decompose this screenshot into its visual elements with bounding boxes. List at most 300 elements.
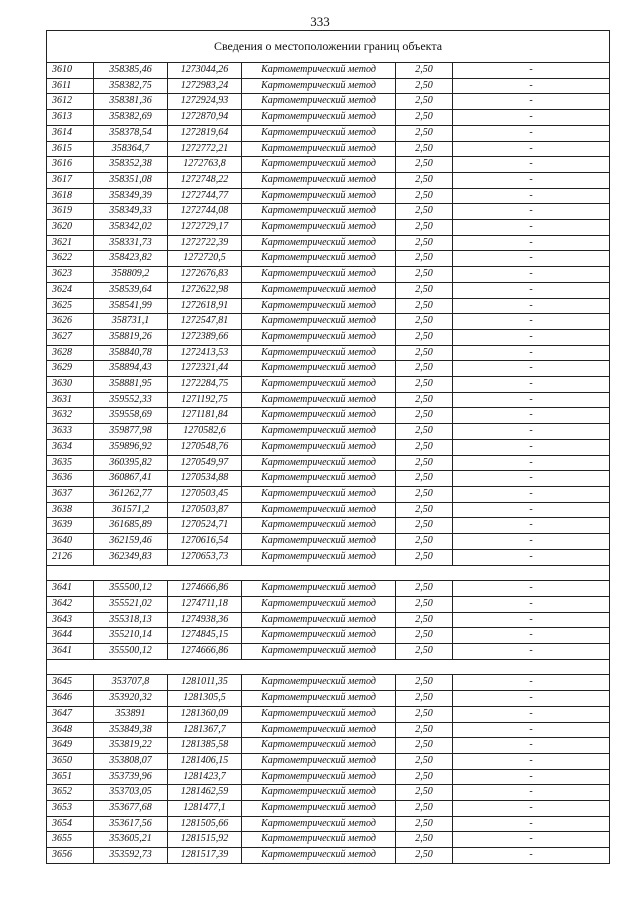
x-coordinate-cell: 358342,02 — [94, 220, 168, 236]
y-coordinate-cell: 1272744,08 — [168, 204, 242, 220]
table-row — [47, 220, 610, 236]
accuracy-cell: 2,50 — [396, 753, 453, 769]
table-row — [47, 329, 610, 345]
table-row — [47, 706, 610, 722]
description-cell: - — [453, 282, 610, 298]
y-coordinate-cell: 1281517,39 — [168, 848, 242, 864]
point-number-cell: 3642 — [47, 596, 94, 612]
table-row — [47, 518, 610, 534]
accuracy-cell: 2,50 — [396, 345, 453, 361]
point-number-cell: 3610 — [47, 63, 94, 79]
table-row — [47, 392, 610, 408]
y-coordinate-cell: 1281385,58 — [168, 738, 242, 754]
table-row — [47, 282, 610, 298]
x-coordinate-cell: 353677,68 — [94, 801, 168, 817]
accuracy-cell: 2,50 — [396, 628, 453, 644]
method-cell: Картометрический метод — [242, 392, 396, 408]
separator-cell — [47, 565, 610, 581]
table-row — [47, 345, 610, 361]
description-cell: - — [453, 439, 610, 455]
point-number-cell: 3620 — [47, 220, 94, 236]
y-coordinate-cell: 1272676,83 — [168, 267, 242, 283]
x-coordinate-cell: 353739,96 — [94, 769, 168, 785]
table-row — [47, 581, 610, 597]
method-cell: Картометрический метод — [242, 157, 396, 173]
accuracy-cell: 2,50 — [396, 220, 453, 236]
accuracy-cell: 2,50 — [396, 471, 453, 487]
table-title: Сведения о местоположении границ объекта — [47, 31, 610, 63]
description-cell: - — [453, 832, 610, 848]
x-coordinate-cell: 358351,08 — [94, 172, 168, 188]
table-row — [47, 361, 610, 377]
y-coordinate-cell: 1281367,7 — [168, 722, 242, 738]
accuracy-cell: 2,50 — [396, 94, 453, 110]
accuracy-cell: 2,50 — [396, 298, 453, 314]
point-number-cell: 3649 — [47, 738, 94, 754]
x-coordinate-cell: 358385,46 — [94, 63, 168, 79]
table-row — [47, 596, 610, 612]
method-cell: Картометрический метод — [242, 675, 396, 691]
method-cell: Картометрический метод — [242, 298, 396, 314]
point-number-cell: 3651 — [47, 769, 94, 785]
y-coordinate-cell: 1272729,17 — [168, 220, 242, 236]
accuracy-cell: 2,50 — [396, 706, 453, 722]
x-coordinate-cell: 360395,82 — [94, 455, 168, 471]
table-row — [47, 549, 610, 565]
method-cell: Картометрический метод — [242, 408, 396, 424]
method-cell: Картометрический метод — [242, 424, 396, 440]
x-coordinate-cell: 353605,21 — [94, 832, 168, 848]
description-cell: - — [453, 172, 610, 188]
method-cell: Картометрический метод — [242, 738, 396, 754]
accuracy-cell: 2,50 — [396, 377, 453, 393]
x-coordinate-cell: 353707,8 — [94, 675, 168, 691]
accuracy-cell: 2,50 — [396, 267, 453, 283]
y-coordinate-cell: 1271181,84 — [168, 408, 242, 424]
method-cell: Картометрический метод — [242, 251, 396, 267]
table-row — [47, 722, 610, 738]
point-number-cell: 3640 — [47, 534, 94, 550]
description-cell: - — [453, 753, 610, 769]
section-separator-row — [47, 659, 610, 675]
method-cell: Картометрический метод — [242, 63, 396, 79]
x-coordinate-cell: 353592,73 — [94, 848, 168, 864]
x-coordinate-cell: 358352,38 — [94, 157, 168, 173]
y-coordinate-cell: 1272819,64 — [168, 125, 242, 141]
accuracy-cell: 2,50 — [396, 172, 453, 188]
method-cell: Картометрический метод — [242, 612, 396, 628]
description-cell: - — [453, 361, 610, 377]
point-number-cell: 3622 — [47, 251, 94, 267]
y-coordinate-cell: 1270524,71 — [168, 518, 242, 534]
point-number-cell: 3631 — [47, 392, 94, 408]
description-cell: - — [453, 392, 610, 408]
table-row — [47, 78, 610, 94]
method-cell: Картометрический метод — [242, 439, 396, 455]
point-number-cell: 3647 — [47, 706, 94, 722]
accuracy-cell: 2,50 — [396, 314, 453, 330]
y-coordinate-cell: 1271192,75 — [168, 392, 242, 408]
table-row — [47, 612, 610, 628]
description-cell: - — [453, 110, 610, 126]
method-cell: Картометрический метод — [242, 581, 396, 597]
x-coordinate-cell: 358331,73 — [94, 235, 168, 251]
table-row — [47, 471, 610, 487]
table-row — [47, 110, 610, 126]
x-coordinate-cell: 358349,33 — [94, 204, 168, 220]
point-number-cell: 3613 — [47, 110, 94, 126]
accuracy-cell: 2,50 — [396, 832, 453, 848]
x-coordinate-cell: 355500,12 — [94, 581, 168, 597]
x-coordinate-cell: 353808,07 — [94, 753, 168, 769]
accuracy-cell: 2,50 — [396, 424, 453, 440]
y-coordinate-cell: 1274938,36 — [168, 612, 242, 628]
y-coordinate-cell: 1272983,24 — [168, 78, 242, 94]
method-cell: Картометрический метод — [242, 549, 396, 565]
description-cell: - — [453, 251, 610, 267]
accuracy-cell: 2,50 — [396, 251, 453, 267]
table-row — [47, 816, 610, 832]
table-row — [47, 188, 610, 204]
y-coordinate-cell: 1272763,8 — [168, 157, 242, 173]
method-cell: Картометрический метод — [242, 235, 396, 251]
x-coordinate-cell: 358541,99 — [94, 298, 168, 314]
method-cell: Картометрический метод — [242, 644, 396, 660]
y-coordinate-cell: 1272618,91 — [168, 298, 242, 314]
point-number-cell: 3630 — [47, 377, 94, 393]
method-cell: Картометрический метод — [242, 769, 396, 785]
description-cell: - — [453, 848, 610, 864]
description-cell: - — [453, 816, 610, 832]
table-row — [47, 377, 610, 393]
point-number-cell: 3641 — [47, 581, 94, 597]
point-number-cell: 3635 — [47, 455, 94, 471]
accuracy-cell: 2,50 — [396, 78, 453, 94]
point-number-cell: 3648 — [47, 722, 94, 738]
point-number-cell: 3634 — [47, 439, 94, 455]
x-coordinate-cell: 358423,82 — [94, 251, 168, 267]
point-number-cell: 3639 — [47, 518, 94, 534]
method-cell: Картометрический метод — [242, 502, 396, 518]
x-coordinate-cell: 353849,38 — [94, 722, 168, 738]
table-row — [47, 502, 610, 518]
method-cell: Картометрический метод — [242, 848, 396, 864]
x-coordinate-cell: 361571,2 — [94, 502, 168, 518]
table-row — [47, 267, 610, 283]
description-cell: - — [453, 581, 610, 597]
description-cell: - — [453, 220, 610, 236]
point-number-cell: 3629 — [47, 361, 94, 377]
accuracy-cell: 2,50 — [396, 141, 453, 157]
accuracy-cell: 2,50 — [396, 392, 453, 408]
description-cell: - — [453, 298, 610, 314]
description-cell: - — [453, 549, 610, 565]
description-cell: - — [453, 471, 610, 487]
y-coordinate-cell: 1274666,86 — [168, 644, 242, 660]
y-coordinate-cell: 1272924,93 — [168, 94, 242, 110]
point-number-cell: 3624 — [47, 282, 94, 298]
accuracy-cell: 2,50 — [396, 785, 453, 801]
x-coordinate-cell: 353703,05 — [94, 785, 168, 801]
accuracy-cell: 2,50 — [396, 644, 453, 660]
method-cell: Картометрический метод — [242, 188, 396, 204]
description-cell: - — [453, 518, 610, 534]
x-coordinate-cell: 358819,26 — [94, 329, 168, 345]
accuracy-cell: 2,50 — [396, 691, 453, 707]
point-number-cell: 3611 — [47, 78, 94, 94]
accuracy-cell: 2,50 — [396, 188, 453, 204]
accuracy-cell: 2,50 — [396, 769, 453, 785]
point-number-cell: 3637 — [47, 486, 94, 502]
accuracy-cell: 2,50 — [396, 125, 453, 141]
y-coordinate-cell: 1281515,92 — [168, 832, 242, 848]
description-cell: - — [453, 424, 610, 440]
method-cell: Картометрический метод — [242, 691, 396, 707]
y-coordinate-cell: 1270534,88 — [168, 471, 242, 487]
table-row — [47, 486, 610, 502]
y-coordinate-cell: 1281360,09 — [168, 706, 242, 722]
y-coordinate-cell: 1272547,81 — [168, 314, 242, 330]
method-cell: Картометрический метод — [242, 832, 396, 848]
description-cell: - — [453, 235, 610, 251]
x-coordinate-cell: 358840,78 — [94, 345, 168, 361]
y-coordinate-cell: 1281305,5 — [168, 691, 242, 707]
description-cell: - — [453, 78, 610, 94]
x-coordinate-cell: 355318,13 — [94, 612, 168, 628]
method-cell: Картометрический метод — [242, 172, 396, 188]
point-number-cell: 3625 — [47, 298, 94, 314]
y-coordinate-cell: 1281423,7 — [168, 769, 242, 785]
method-cell: Картометрический метод — [242, 282, 396, 298]
table-row — [47, 455, 610, 471]
accuracy-cell: 2,50 — [396, 110, 453, 126]
y-coordinate-cell: 1270503,45 — [168, 486, 242, 502]
x-coordinate-cell: 355500,12 — [94, 644, 168, 660]
point-number-cell: 3654 — [47, 816, 94, 832]
method-cell: Картометрический метод — [242, 94, 396, 110]
table-row — [47, 314, 610, 330]
method-cell: Картометрический метод — [242, 801, 396, 817]
method-cell: Картометрический метод — [242, 204, 396, 220]
accuracy-cell: 2,50 — [396, 534, 453, 550]
point-number-cell: 3626 — [47, 314, 94, 330]
x-coordinate-cell: 361262,77 — [94, 486, 168, 502]
accuracy-cell: 2,50 — [396, 612, 453, 628]
x-coordinate-cell: 362349,83 — [94, 549, 168, 565]
y-coordinate-cell: 1281462,59 — [168, 785, 242, 801]
description-cell: - — [453, 141, 610, 157]
method-cell: Картометрический метод — [242, 377, 396, 393]
x-coordinate-cell: 353891 — [94, 706, 168, 722]
accuracy-cell: 2,50 — [396, 816, 453, 832]
y-coordinate-cell: 1273044,26 — [168, 63, 242, 79]
x-coordinate-cell: 358881,95 — [94, 377, 168, 393]
point-number-cell: 3646 — [47, 691, 94, 707]
accuracy-cell: 2,50 — [396, 235, 453, 251]
method-cell: Картометрический метод — [242, 753, 396, 769]
x-coordinate-cell: 358382,75 — [94, 78, 168, 94]
accuracy-cell: 2,50 — [396, 455, 453, 471]
table-row — [47, 251, 610, 267]
method-cell: Картометрический метод — [242, 125, 396, 141]
x-coordinate-cell: 355210,14 — [94, 628, 168, 644]
method-cell: Картометрический метод — [242, 220, 396, 236]
x-coordinate-cell: 358539,64 — [94, 282, 168, 298]
point-number-cell: 3638 — [47, 502, 94, 518]
point-number-cell: 3644 — [47, 628, 94, 644]
description-cell: - — [453, 706, 610, 722]
y-coordinate-cell: 1274666,86 — [168, 581, 242, 597]
table-row — [47, 753, 610, 769]
method-cell: Картометрический метод — [242, 486, 396, 502]
table-row — [47, 439, 610, 455]
accuracy-cell: 2,50 — [396, 408, 453, 424]
y-coordinate-cell: 1272413,53 — [168, 345, 242, 361]
method-cell: Картометрический метод — [242, 596, 396, 612]
accuracy-cell: 2,50 — [396, 581, 453, 597]
accuracy-cell: 2,50 — [396, 801, 453, 817]
y-coordinate-cell: 1272744,77 — [168, 188, 242, 204]
description-cell: - — [453, 329, 610, 345]
y-coordinate-cell: 1270503,87 — [168, 502, 242, 518]
y-coordinate-cell: 1270549,97 — [168, 455, 242, 471]
description-cell: - — [453, 188, 610, 204]
description-cell: - — [453, 267, 610, 283]
description-cell: - — [453, 628, 610, 644]
method-cell: Картометрический метод — [242, 534, 396, 550]
table-row — [47, 691, 610, 707]
method-cell: Картометрический метод — [242, 329, 396, 345]
y-coordinate-cell: 1270616,54 — [168, 534, 242, 550]
x-coordinate-cell: 358382,69 — [94, 110, 168, 126]
table-row — [47, 94, 610, 110]
method-cell: Картометрический метод — [242, 722, 396, 738]
y-coordinate-cell: 1270548,76 — [168, 439, 242, 455]
point-number-cell: 2126 — [47, 549, 94, 565]
method-cell: Картометрический метод — [242, 471, 396, 487]
y-coordinate-cell: 1272772,21 — [168, 141, 242, 157]
point-number-cell: 3633 — [47, 424, 94, 440]
accuracy-cell: 2,50 — [396, 204, 453, 220]
accuracy-cell: 2,50 — [396, 722, 453, 738]
point-number-cell: 3653 — [47, 801, 94, 817]
table-row — [47, 125, 610, 141]
separator-cell — [47, 659, 610, 675]
point-number-cell: 3655 — [47, 832, 94, 848]
table-row — [47, 63, 610, 79]
point-number-cell: 3636 — [47, 471, 94, 487]
point-number-cell: 3641 — [47, 644, 94, 660]
accuracy-cell: 2,50 — [396, 596, 453, 612]
description-cell: - — [453, 157, 610, 173]
y-coordinate-cell: 1272321,44 — [168, 361, 242, 377]
accuracy-cell: 2,50 — [396, 549, 453, 565]
description-cell: - — [453, 502, 610, 518]
table-row — [47, 848, 610, 864]
y-coordinate-cell: 1272870,94 — [168, 110, 242, 126]
x-coordinate-cell: 358731,1 — [94, 314, 168, 330]
x-coordinate-cell: 362159,46 — [94, 534, 168, 550]
table-row — [47, 801, 610, 817]
point-number-cell: 3614 — [47, 125, 94, 141]
point-number-cell: 3645 — [47, 675, 94, 691]
point-number-cell: 3643 — [47, 612, 94, 628]
y-coordinate-cell: 1272389,66 — [168, 329, 242, 345]
table-row — [47, 172, 610, 188]
description-cell: - — [453, 63, 610, 79]
method-cell: Картометрический метод — [242, 345, 396, 361]
method-cell: Картометрический метод — [242, 706, 396, 722]
y-coordinate-cell: 1274711,18 — [168, 596, 242, 612]
x-coordinate-cell: 359552,33 — [94, 392, 168, 408]
x-coordinate-cell: 359877,98 — [94, 424, 168, 440]
y-coordinate-cell: 1272284,75 — [168, 377, 242, 393]
y-coordinate-cell: 1281406,15 — [168, 753, 242, 769]
x-coordinate-cell: 358381,36 — [94, 94, 168, 110]
method-cell: Картометрический метод — [242, 141, 396, 157]
table-row — [47, 534, 610, 550]
point-number-cell: 3623 — [47, 267, 94, 283]
table-row — [47, 141, 610, 157]
description-cell: - — [453, 345, 610, 361]
table-row — [47, 675, 610, 691]
x-coordinate-cell: 360867,41 — [94, 471, 168, 487]
y-coordinate-cell: 1281505,66 — [168, 816, 242, 832]
description-cell: - — [453, 377, 610, 393]
y-coordinate-cell: 1272722,39 — [168, 235, 242, 251]
description-cell: - — [453, 691, 610, 707]
method-cell: Картометрический метод — [242, 361, 396, 377]
description-cell: - — [453, 534, 610, 550]
x-coordinate-cell: 353920,32 — [94, 691, 168, 707]
description-cell: - — [453, 486, 610, 502]
x-coordinate-cell: 359896,92 — [94, 439, 168, 455]
x-coordinate-cell: 358349,39 — [94, 188, 168, 204]
y-coordinate-cell: 1274845,15 — [168, 628, 242, 644]
point-number-cell: 3652 — [47, 785, 94, 801]
description-cell: - — [453, 785, 610, 801]
table-row — [47, 298, 610, 314]
point-number-cell: 3617 — [47, 172, 94, 188]
description-cell: - — [453, 612, 610, 628]
description-cell: - — [453, 769, 610, 785]
point-number-cell: 3632 — [47, 408, 94, 424]
description-cell: - — [453, 125, 610, 141]
method-cell: Картометрический метод — [242, 314, 396, 330]
table-row — [47, 832, 610, 848]
point-number-cell: 3650 — [47, 753, 94, 769]
accuracy-cell: 2,50 — [396, 439, 453, 455]
description-cell: - — [453, 204, 610, 220]
point-number-cell: 3656 — [47, 848, 94, 864]
description-cell: - — [453, 644, 610, 660]
accuracy-cell: 2,50 — [396, 361, 453, 377]
accuracy-cell: 2,50 — [396, 329, 453, 345]
y-coordinate-cell: 1270582,6 — [168, 424, 242, 440]
y-coordinate-cell: 1272622,98 — [168, 282, 242, 298]
accuracy-cell: 2,50 — [396, 282, 453, 298]
boundary-coordinates-table — [46, 30, 610, 864]
x-coordinate-cell: 355521,02 — [94, 596, 168, 612]
method-cell: Картометрический метод — [242, 267, 396, 283]
description-cell: - — [453, 722, 610, 738]
description-cell: - — [453, 94, 610, 110]
x-coordinate-cell: 361685,89 — [94, 518, 168, 534]
method-cell: Картометрический метод — [242, 785, 396, 801]
method-cell: Картометрический метод — [242, 78, 396, 94]
x-coordinate-cell: 353617,56 — [94, 816, 168, 832]
description-cell: - — [453, 314, 610, 330]
